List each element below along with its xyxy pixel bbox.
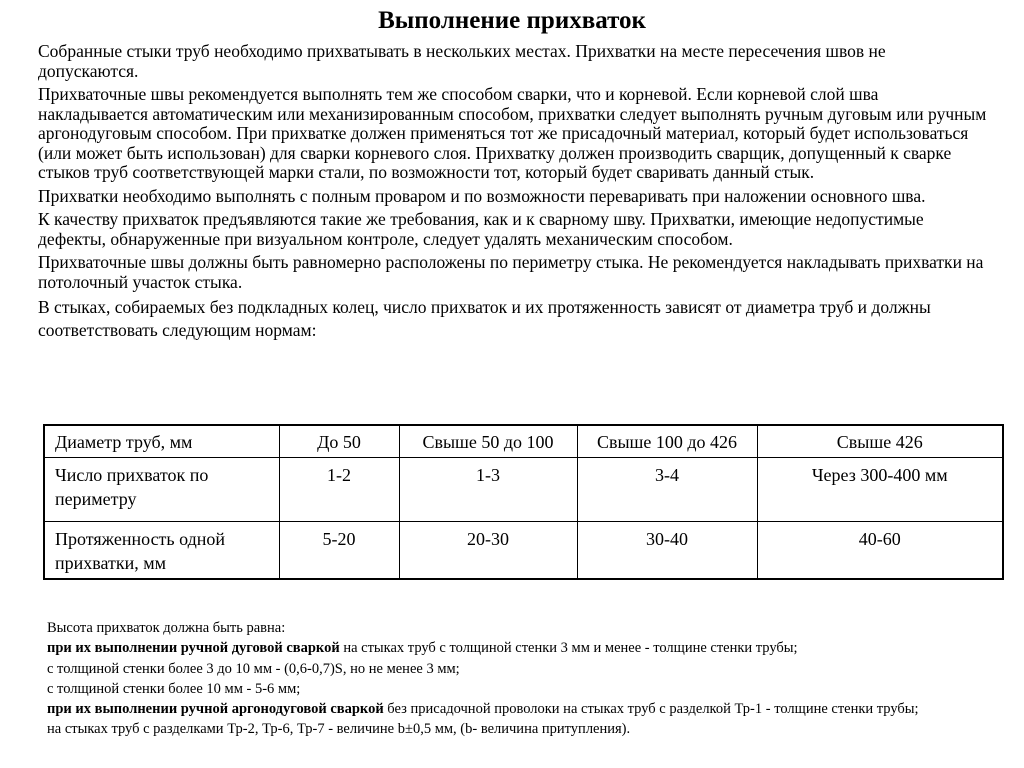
note-text: на стыках труб с толщиной стенки 3 мм и менее - толщине стенки трубы; (339, 640, 798, 657)
table-cell: Число прихваток по периметру (44, 458, 279, 522)
table-cell: 5-20 (279, 522, 399, 579)
tack-weld-norms-table (43, 424, 1004, 580)
note-text: без присадочной проволоки на стыках труб с разделкой Тр-1 - толщине стенки трубы; (383, 701, 919, 718)
table-cell: 40-60 (757, 522, 1003, 579)
note-line: с толщиной стенки более 10 мм - 5-6 мм; (47, 680, 301, 697)
note-line: Высота прихваток должна быть равна: (47, 620, 286, 636)
table-cell: Диаметр труб, мм (44, 425, 279, 458)
note-line: на стыках труб с разделками Тр-2, Тр-6, Тр-7 - величине b±0,5 мм, (b- величина притупления). (47, 721, 631, 738)
note-emphasis: при их выполнении ручной аргонодуговой сваркой (47, 701, 384, 718)
table-cell: Свыше 50 до 100 (399, 425, 577, 458)
table-cell: Свыше 426 (757, 425, 1003, 458)
table-row (44, 458, 1003, 522)
paragraph: Прихваточные швы должны быть равномерно расположены по периметру стыка. Не рекомендуется накладывать прихватки на потолочный участок стыка. (38, 252, 984, 292)
table-cell: 1-2 (279, 458, 399, 522)
tack-height-notes (30, 618, 990, 740)
table-cell: 1-3 (399, 458, 577, 522)
paragraph: Прихватки необходимо выполнять с полным проваром и по возможности переваривать при наложении основного шва. (38, 185, 926, 206)
table-cell: 20-30 (399, 522, 577, 579)
table-cell: 30-40 (577, 522, 757, 579)
intro-text (38, 42, 988, 346)
note-line (30, 699, 990, 719)
note-line: с толщиной стенки более 3 до 10 мм - (0,6-0,7)S, но не менее 3 мм; (47, 660, 460, 677)
table-cell: Через 300-400 мм (757, 458, 1003, 522)
note-emphasis: при их выполнении ручной дуговой сваркой (47, 640, 340, 657)
table-row (44, 522, 1003, 579)
table-cell: Протяженность одной прихватки, мм (44, 522, 279, 579)
paragraph: Собранные стыки труб необходимо прихватывать в нескольких местах. Прихватки на месте пересечения швов не допускаются. (38, 41, 886, 81)
paragraph: Прихваточные швы рекомендуется выполнять тем же способом сварки, что и корневой. Если корневой слой шва накладывается автоматическим или механизированным способом, прихватки следует выполнять ручным дуговым или ручным аргонодуговым способом. При прихватке должен применяться тот же присадочный материал, который будет использоваться (или может быть использован) для сварки корневого слоя. Прихватку должен производить сварщик, допущенный к сварке стыков труб соответствующей марки стали, по возможности тот, который будет сваривать данный стык. (38, 84, 987, 182)
paragraph: К качеству прихваток предъявляются такие же требования, как и к сварному шву. Прихватки, имеющие недопустимые дефекты, обнаруженные при визуальном контроле, следует удалять механическим способом. (38, 209, 924, 249)
table-row (44, 425, 1003, 458)
note-line (30, 638, 990, 658)
page-title: Выполнение прихваток (378, 7, 646, 34)
table-cell: 3-4 (577, 458, 757, 522)
table-cell: До 50 (279, 425, 399, 458)
paragraph: В стыках, собираемых без подкладных колец, число прихваток и их протяженность зависят от диаметра труб и должны соответствовать следующим нормам: (38, 297, 931, 340)
table-cell: Свыше 100 до 426 (577, 425, 757, 458)
